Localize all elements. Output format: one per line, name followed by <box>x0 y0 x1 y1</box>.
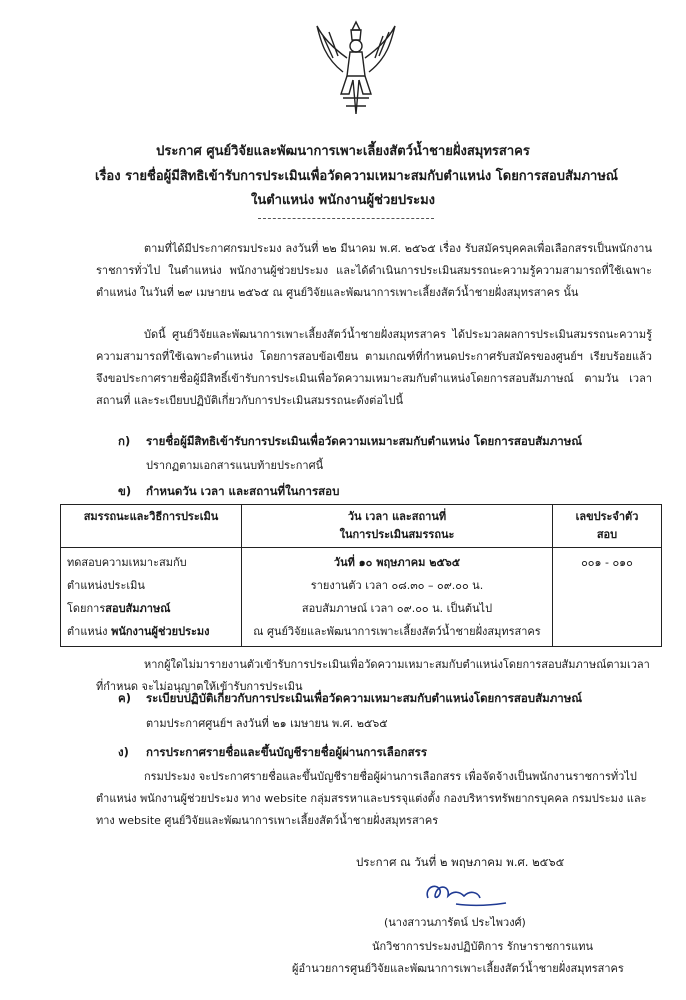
table-header-id <box>553 505 662 548</box>
exam-location: ณ ศูนย์วิจัยและพัฒนาการเพาะเลี้ยงสัตว์น้ำชายฝั่งสมุทรสาคร <box>253 625 541 638</box>
section-a-text: ปรากฏตามเอกสารแนบท้ายประกาศนี้ <box>146 459 324 472</box>
competency-position: พนักงานผู้ช่วยประมง <box>111 625 210 638</box>
competency-line: ตำแหน่งประเมิน <box>67 579 145 592</box>
competency-cell <box>61 548 242 647</box>
report-time: รายงานตัว เวลา ๐๘.๓๐ – ๐๙.๐๐ น. <box>310 579 484 592</box>
header-id-line2: สอบ <box>596 528 618 541</box>
exam-date: วันที่ ๑๐ พฤษภาคม ๒๕๖๕ <box>333 556 461 569</box>
section-d-number: ง) <box>118 745 129 759</box>
section-a-number: ก) <box>118 434 131 448</box>
section-d-body: กรมประมง จะประกาศรายชื่อและขึ้นบัญชีรายชื่อผู้ผ่านการเลือกสรร เพื่อจัดจ้างเป็นพนักงานราชการทั่วไป ตำแหน่ง พนักงานผู้ช่วยประมง ทาง website กลุ่มสรรหาและบรรจุแต่งตั้ง กองบริหารทรัพยากรบุคคล กรมประมง และทาง website ศูนย์วิจัยและพัฒนาการเพาะเลี้ยงสัตว์น้ำชายฝั่งสมุทรสาคร <box>96 770 647 827</box>
interview-time: สอบสัมภาษณ์ เวลา ๐๙.๐๐ น. เป็นต้นไป <box>301 602 493 615</box>
competency-line: โดยการ <box>67 602 106 615</box>
competency-method: สอบสัมภาษณ์ <box>105 602 171 615</box>
section-b-title: กำหนดวัน เวลา และสถานที่ในการสอบ <box>146 484 340 498</box>
announcement-title: ประกาศ ศูนย์วิจัยและพัฒนาการเพาะเลี้ยงสัตว์น้ำชายฝั่งสมุทรสาคร <box>156 144 530 159</box>
header-datetime-line1: วัน เวลา และสถานที่ <box>347 510 447 523</box>
section-c-title: ระเบียบปฏิบัติเกี่ยวกับการประเมินเพื่อวัดความเหมาะสมกับตำแหน่งโดยการสอบสัมภาษณ์ <box>146 691 582 705</box>
section-a-title: รายชื่อผู้มีสิทธิเข้ารับการประเมินเพื่อวัดความเหมาะสมกับตำแหน่ง โดยการสอบสัมภาษณ์ <box>146 434 582 448</box>
section-c-number: ค) <box>118 691 131 705</box>
datetime-cell <box>242 548 553 647</box>
body-paragraph-2-text: บัดนี้ ศูนย์วิจัยและพัฒนาการเพาะเลี้ยงสัตว์น้ำชายฝั่งสมุทรสาคร ได้ประมวลผลการประเมินสมรรถนะความรู้ความสามารถที่ใช้เฉพาะตำแหน่ง โดยการสอบข้อเขียน ตามเกณฑ์ที่กำหนดประกาศรับสมัครของศูนย์ฯ เรียบร้อยแล้ว จึงขอประกาศรายชื่อผู้มีสิทธิ์เข้ารับการประเมินเพื่อวัดความเหมาะสมกับตำแหน่งโดยการสอบสัมภาษณ์ ตามวัน เวลา สถานที่ และระเบียบปฏิบัติเกี่ยวกับการประเมินสมรรถนะดังต่อไปนี้ <box>96 328 652 407</box>
competency-line: ทดสอบความเหมาะสมกับ <box>67 556 187 569</box>
section-c-heading <box>118 690 582 708</box>
section-b-number: ข) <box>118 484 132 498</box>
header-datetime-line2: ในการประเมินสมรรถนะ <box>339 528 455 541</box>
body-paragraph-1-text: ตามที่ได้มีประกาศกรมประมง ลงวันที่ ๒๒ มีนาคม พ.ศ. ๒๕๖๕ เรื่อง รับสมัครบุคคลเพื่อเลือกสรรเป็นพนักงานราชการทั่วไป ในตำแหน่ง พนักงานผู้ช่วยประมง และได้ดำเนินการประเมินสมรรถนะความรู้ความสามารถที่ใช้เฉพาะตำแหน่ง ในวันที่ ๒๙ เมษายน ๒๕๖๕ ณ ศูนย์วิจัยและพัฒนาการเพาะเลี้ยงสัตว์น้ำชายฝั่งสมุทรสาคร นั้น <box>96 242 652 299</box>
table-header-row <box>61 505 662 548</box>
signature-icon <box>420 876 510 910</box>
id-range-cell: ๐๐๑ - ๐๑๐ <box>553 548 662 647</box>
section-d-title: การประกาศรายชื่อและขึ้นบัญชีรายชื่อผู้ผ่านการเลือกสรร <box>146 745 428 759</box>
section-d-text <box>96 766 652 832</box>
section-c-text: ตามประกาศศูนย์ฯ ลงวันที่ ๒๑ เมษายน พ.ศ. ๒๕๖๕ <box>146 717 388 730</box>
section-a-heading <box>118 433 582 451</box>
table-header-datetime <box>242 505 553 548</box>
signer-position-2: ผู้อำนวยการศูนย์วิจัยและพัฒนาการเพาะเลี้ยงสัตว์น้ำชายฝั่งสมุทรสาคร <box>292 962 624 975</box>
body-paragraph-1 <box>96 238 652 304</box>
table-row <box>61 548 662 647</box>
exam-schedule-table <box>60 504 662 647</box>
table-header-competency: สมรรถนะและวิธีการประเมิน <box>61 505 242 548</box>
subject-position: ในตำแหน่ง พนักงานผู้ช่วยประมง <box>250 193 436 208</box>
announcement-date: ประกาศ ณ วันที่ ๒ พฤษภาคม พ.ศ. ๒๕๖๕ <box>356 855 565 869</box>
body-paragraph-2 <box>96 324 652 412</box>
divider <box>258 218 434 219</box>
absence-note-text: หากผู้ใดไม่มารายงานตัวเข้ารับการประเมินเพื่อวัดความเหมาะสมกับตำแหน่งโดยการสอบสัมภาษณ์ตามเวลาที่กำหนด จะไม่อนุญาตให้เข้ารับการประเมิน <box>96 658 650 693</box>
section-d-heading <box>118 744 427 762</box>
signer-name: (นางสาวนภารัตน์ ประไพวงศ์) <box>384 916 526 929</box>
competency-line: ตำแหน่ง <box>67 625 112 638</box>
header-id-line1: เลขประจำตัว <box>575 510 639 523</box>
signer-position-1: นักวิชาการประมงปฏิบัติการ รักษาราชการแทน <box>372 940 594 953</box>
garuda-emblem-icon <box>313 18 399 120</box>
section-b-heading <box>118 483 339 501</box>
subject-line: เรื่อง รายชื่อผู้มีสิทธิเข้ารับการประเมินเพื่อวัดความเหมาะสมกับตำแหน่ง โดยการสอบสัมภาษณ์ <box>95 169 618 184</box>
